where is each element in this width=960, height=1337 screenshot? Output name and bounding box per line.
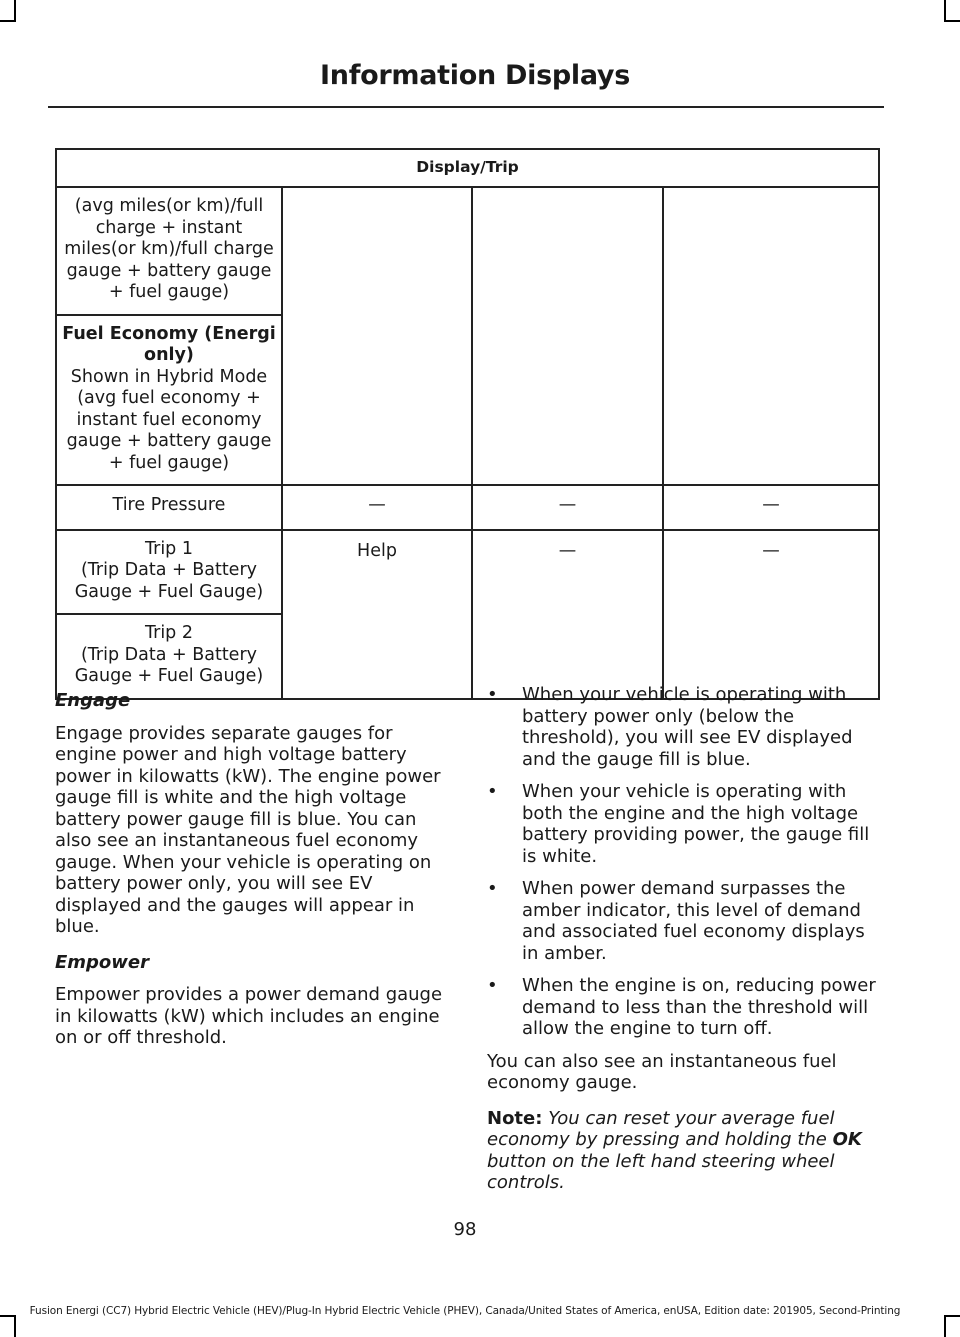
bullet-icon: • — [487, 684, 498, 705]
fuel-economy-body: Shown in Hybrid Mode (avg fuel economy + instant fuel economy gauge + battery gauge + fuel gauge) — [66, 366, 272, 473]
page-title: Information Displays — [320, 60, 630, 91]
instant-fuel-paragraph: You can also see an instantaneous fuel economy gauge. — [487, 1050, 837, 1093]
crop-mark — [944, 1315, 946, 1337]
trip1-title: Trip 1 — [145, 538, 193, 559]
crop-mark — [944, 1315, 960, 1317]
trip2-body: (Trip Data + Battery Gauge + Fuel Gauge) — [74, 644, 264, 686]
table-cell-help: Help — [282, 530, 472, 699]
bullet-icon: • — [487, 781, 498, 802]
table-cell-miles-full-charge: (avg miles(or km)/full charge + instant miles(or km)/full charge gauge + battery gauge + fuel gauge) — [56, 187, 282, 315]
ok-button-label: OK — [832, 1129, 862, 1150]
list-item — [487, 684, 882, 770]
engage-paragraph: Engage provides separate gauges for engine power and high voltage battery power in kilowatts (kW). The engine power gauge fill is white and the high voltage battery power gauge fill is blue. You can also see an instantaneous fuel economy gauge. When your vehicle is operating on battery power only, you will see EV displayed and the gauges will appear in blue. — [55, 722, 441, 937]
bullet-icon: • — [487, 975, 498, 996]
bullet-list — [487, 684, 882, 1040]
note-paragraph — [487, 1108, 882, 1194]
table-cell-empty — [663, 187, 879, 485]
crop-mark — [14, 1315, 16, 1337]
header-divider — [48, 106, 884, 108]
list-item-text: When the engine is on, reducing power demand to less than the threshold will allow the engine to turn off. — [522, 975, 876, 1039]
crop-mark — [0, 20, 16, 22]
table-cell-empty — [282, 187, 472, 485]
note-text: button on the left hand steering wheel controls. — [487, 1150, 835, 1193]
table-cell-empty — [472, 187, 663, 485]
table-cell-dash: — — [663, 485, 879, 530]
note-label: Note: — [487, 1107, 543, 1129]
table-cell-dash: — — [472, 485, 663, 530]
table-cell-dash: — — [663, 530, 879, 699]
bullet-icon: • — [487, 878, 498, 899]
crop-mark — [14, 0, 16, 22]
right-column — [487, 684, 882, 1208]
trip2-title: Trip 2 — [145, 623, 193, 643]
empower-paragraph: Empower provides a power demand gauge in kilowatts (kW) which includes an engine on or off threshold. — [55, 984, 443, 1048]
footer-edition-text: Fusion Energi (CC7) Hybrid Electric Vehicle (HEV)/Plug-In Hybrid Electric Vehicle (PHEV), Canada/United States of America, enUSA, Edition date: 201905, Second-Printing — [29, 1305, 901, 1317]
crop-mark — [944, 0, 946, 22]
empower-heading: Empower — [55, 951, 150, 973]
list-item — [487, 878, 882, 964]
trip1-body: (Trip Data + Battery Gauge + Fuel Gauge) — [74, 560, 264, 602]
table-cell-fuel-economy — [56, 315, 282, 486]
list-item — [487, 975, 882, 1040]
page-number: 98 — [453, 1219, 477, 1240]
table-cell-dash: — — [282, 485, 472, 530]
table-cell-trip1 — [56, 530, 282, 615]
table-cell-dash: — — [472, 530, 663, 699]
display-trip-table — [55, 148, 880, 700]
list-item-text: When power demand surpasses the amber indicator, this level of demand and associated fuel economy displays in amber. — [522, 878, 865, 964]
table-heading: Display/Trip — [56, 149, 879, 187]
engage-heading: Engage — [55, 690, 131, 711]
table-cell-tire-pressure: Tire Pressure — [56, 485, 282, 530]
fuel-economy-title: Fuel Economy (Energi only) — [62, 323, 276, 365]
left-column — [55, 686, 450, 1063]
crop-mark — [944, 20, 960, 22]
note-text: You can reset your average fuel economy by pressing and holding the — [487, 1107, 835, 1150]
list-item-text: When your vehicle is operating with battery power only (below the threshold), you will see EV displayed and the gauge fill is blue. — [522, 684, 853, 770]
list-item — [487, 781, 882, 867]
list-item-text: When your vehicle is operating with both the engine and the high voltage battery providing power, the gauge fill is white. — [522, 781, 870, 867]
